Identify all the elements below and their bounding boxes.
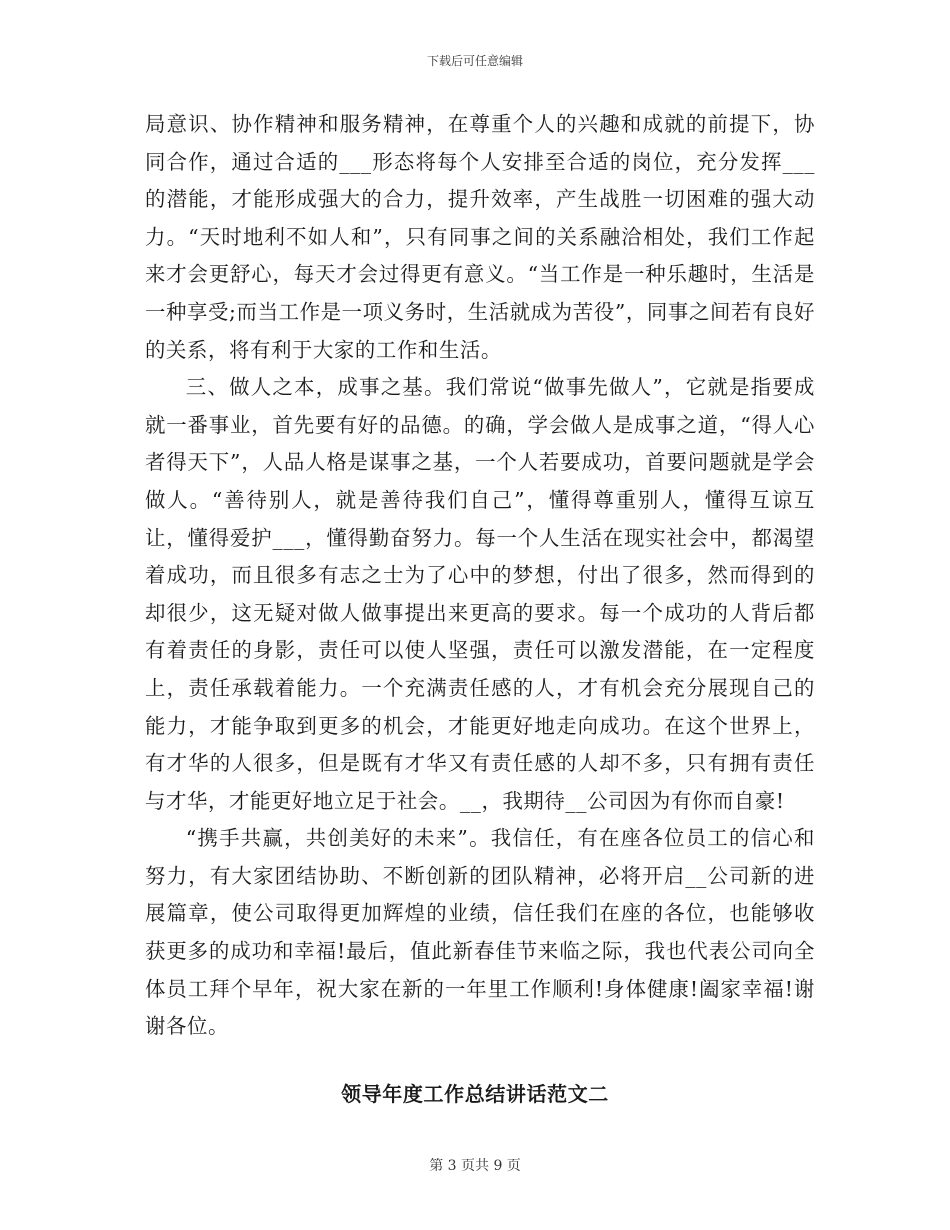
page-header-note: 下载后可任意编辑 bbox=[426, 54, 523, 68]
paragraph-continuation: 局意识、协作精神和服务精神，在尊重个人的兴趣和成就的前提下，协同合作，通过合适的___形态将每个人安排至合适的岗位，充分发挥___的潜能，才能形成强大的合力，提升效率，产生战胜一切困难的强大动力。“天时地利不如人和”，只有同事之间的关系融洽相处，我们工作起来才会更舒心，每天才会过得更有意义。“当工作是一种乐趣时，生活是一种享受;而当工作是一项义务时，生活就成为苦役”，同事之间若有良好的关系，将有利于大家的工作和生活。 bbox=[145, 112, 815, 362]
paragraph-closing: “携手共赢，共创美好的未来”。我信任，有在座各位员工的信心和努力，有大家团结协助、不断创新的团队精神，必将开启__公司新的进展篇章，使公司取得更加辉煌的业绩，信任我们在座的各位，也能够收获更多的成功和幸福!最后，值此新春佳节来临之际，我也代表公司向全体员工拜个早年，祝大家在新的一年里工作顺利!身体健康!阖家幸福!谢谢各位。 bbox=[145, 826, 815, 1039]
page-number-footer: 第 3 页共 9 页 bbox=[429, 1158, 521, 1174]
section-title: 领导年度工作总结讲话范文二 bbox=[341, 1082, 609, 1106]
paragraph-section-three: 三、做人之本，成事之基。我们常说“做事先做人”，它就是指要成就一番事业，首先要有好的品德。的确，学会做人是成事之道，“得人心者得天下”，人品人格是谋事之基，一个人若要成功，首要问题就是学会做人。“善待别人，就是善待我们自己”，懂得尊重别人，懂得互谅互让，懂得爱护___，懂得勤奋努力。每一个人生活在现实社会中，都渴望着成功，而且很多有志之士为了心中的梦想，付出了很多，然而得到的却很少，这无疑对做人做事提出来更高的要求。每一个成功的人背后都有着责任的身影，责任可以使人坚强，责任可以激发潜能，在一定程度上，责任承载着能力。一个充满责任感的人，才有机会充分展现自己的能力，才能争取到更多的机会，才能更好地走向成功。在这个世界上，有才华的人很多，但是既有才华又有责任感的人却不多，只有拥有责任与才华，才能更好地立足于社会。__，我期待__公司因为有你而自豪! bbox=[145, 375, 815, 813]
document-body bbox=[145, 106, 815, 1046]
